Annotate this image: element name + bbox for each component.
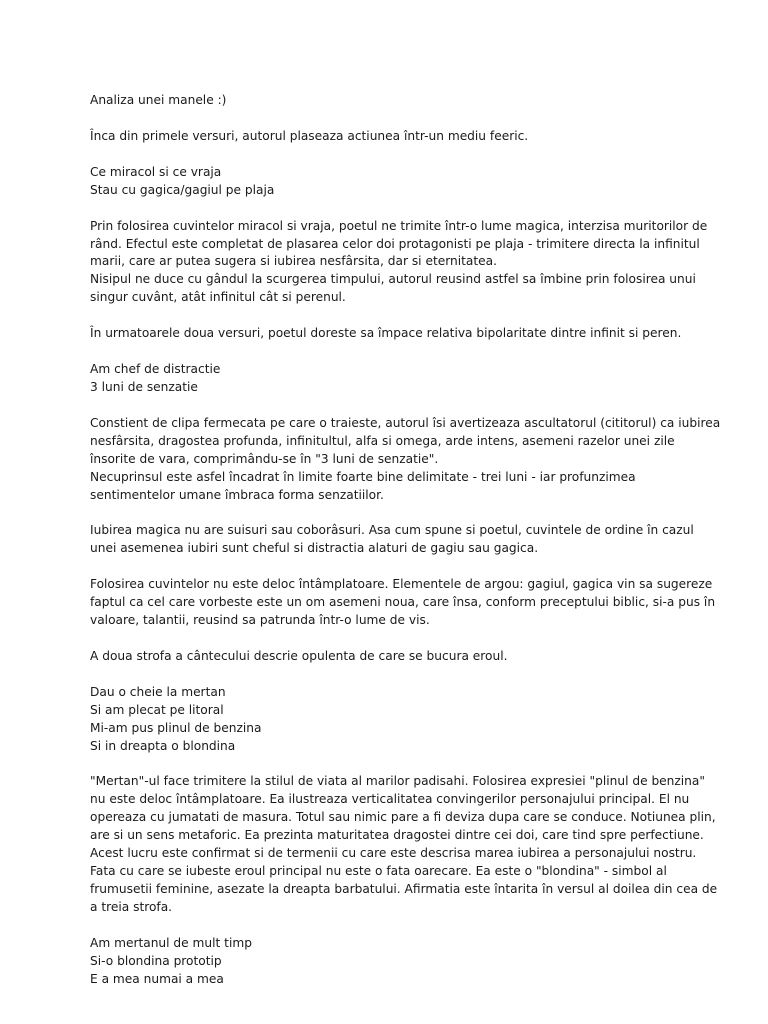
text-line: Constient de clipa fermecata pe care o traieste, autorul îsi avertizeaza ascultatorul (cititorul) ca iubirea [90,415,721,430]
text-line: Analiza unei manele :) [90,93,227,107]
text-line: Si am plecat pe litoral [90,702,224,717]
paragraph [90,164,680,200]
paragraph [90,218,708,308]
text-line: frumusetii feminine, asezate la dreapta barbatului. Afirmatia este întarita în versul al doilea din cea de [90,881,718,896]
text-line: Acest lucru este confirmat si de termenii cu care este descrisa marea iubirea a personajului nostru. [90,846,697,861]
text-line: Nisipul ne duce cu gândul la scurgerea timpului, autorul reusind astfel sa îmbine prin folosirea unui [90,272,696,287]
text-line: nu este deloc întâmplatoare. Ea ilustreaza verticalitatea convingerilor personajului principal. El nu [90,792,690,807]
text-line: Necuprinsul este asfel încadrat în limite foarte bine delimitate - trei luni - iar profunzimea [90,469,636,484]
paragraph [90,522,694,558]
paragraph [90,576,716,630]
text-line: Prin folosirea cuvintelor miracol si vraja, poetul ne trimite într-o lume magica, interzisa muritorilor de [90,218,708,233]
text-line: "Mertan"-ul face trimitere la stilul de viata al marilor padisahi. Folosirea expresiei "plinul de benzina" [90,774,705,789]
text-line: Iubirea magica nu are suisuri sau coborâsuri. Asa cum spune si poetul, cuvintele de ordine în cazul [90,523,694,538]
paragraph [90,361,680,397]
text-line: Stau cu gagica/gagiul pe plaja [90,182,275,197]
text-line: Am chef de distractie [90,362,221,377]
text-line: Folosirea cuvintelor nu este deloc întâmplatoare. Elementele de argou: gagiul, gagica vin sa sugereze [90,577,713,592]
text-line: opereaza cu jumatati de masura. Totul sau nimic pare a fi deviza dupa care se conduce. Notiunea plin, [90,810,716,825]
paragraph [90,128,680,146]
paragraph [90,773,718,916]
text-line: Si in dreapta o blondina [90,738,236,753]
text-line: unei asemenea iubiri sunt cheful si distractia alaturi de gagiu sau gagica. [90,541,539,556]
paragraph [90,935,680,989]
document-page [90,92,721,1006]
text-line: 3 luni de senzatie [90,379,198,394]
text-line: Fata cu care se iubeste eroul principal nu este o fata oarecare. Ea este o "blondina" - simbol al [90,864,667,878]
text-line: Dau o cheie la mertan [90,684,226,699]
text-line: rând. Efectul este completat de plasarea celor doi protagonisti pe plaja - trimitere directa la infinitul [90,236,700,251]
paragraph [90,684,680,756]
text-line: A doua strofa a cântecului descrie opulenta de care se bucura eroul. [90,648,508,663]
text-line: marii, care ar putea sugera si iubirea nesfârsita, dar si eternitatea. [90,254,497,269]
text-line: Am mertanul de mult timp [90,935,252,950]
text-line: Înca din primele versuri, autorul plaseaza actiunea într-un mediu feeric. [90,128,529,143]
text-line: nesfârsita, dragostea profunda, infinitultul, alfa si omega, arde intens, asemeni razelor unei zile [90,433,675,448]
text-line: În urmatoarele doua versuri, poetul doreste sa împace relativa bipolaritate dintre infinit si peren. [90,326,682,341]
text-line: singur cuvânt, atât infinitul cât si perenul. [90,290,346,305]
paragraph [90,92,680,110]
text-line: faptul ca cel care vorbeste este un om asemeni noua, care însa, conform preceptului biblic, si-a pus în [90,595,716,610]
text-line: a treia strofa. [90,899,173,914]
text-line: însorite de vara, comprimându-se în "3 luni de senzatie". [90,451,439,466]
paragraph [90,648,680,666]
text-line: Si-o blondina prototip [90,953,222,968]
text-line: Ce miracol si ce vraja [90,164,222,179]
text-line: sentimentelor umane îmbraca forma senzatiilor. [90,487,384,502]
text-line: E a mea numai a mea [90,971,224,986]
paragraph [90,325,680,343]
text-line: Mi-am pus plinul de benzina [90,720,262,735]
text-line: valoare, talantii, reusind sa patrunda într-o lume de vis. [90,613,430,628]
text-line: are si un sens metaforic. Ea prezinta maturitatea dragostei dintre cei doi, care tind spre perfectiune. [90,828,704,843]
paragraph [90,415,721,505]
